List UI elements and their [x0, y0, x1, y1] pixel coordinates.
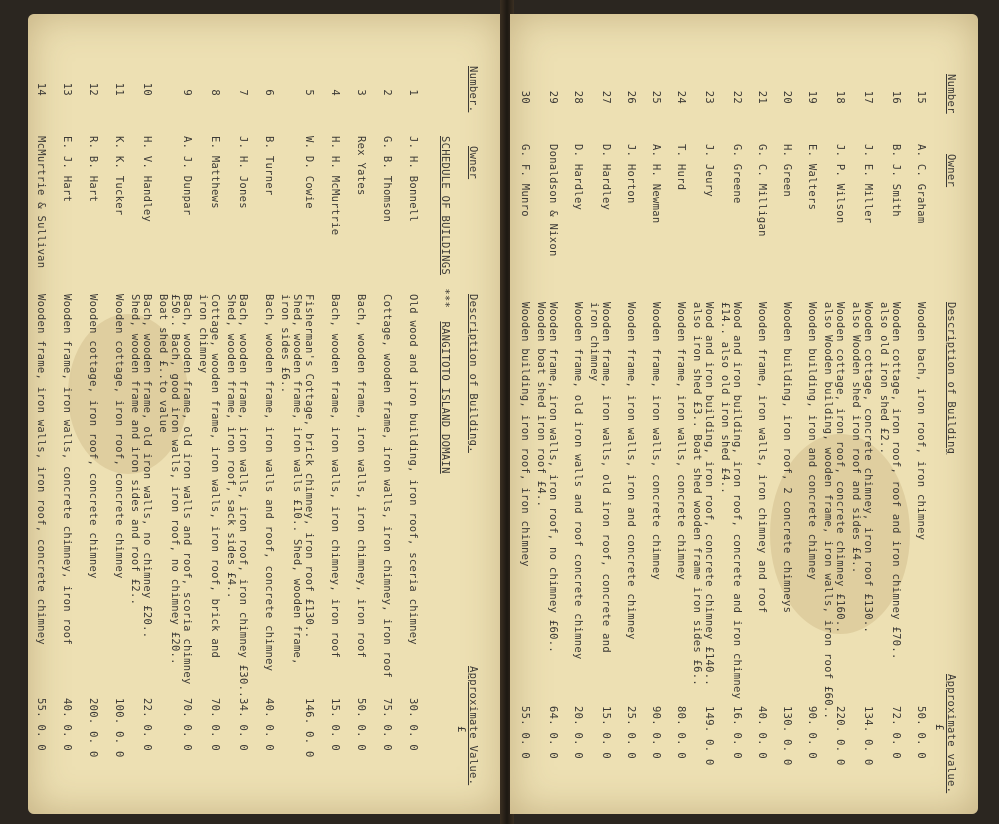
row-description-continued: Shed, wooden frame, iron roof, sack sides £4..	[225, 294, 237, 599]
row-description-continued: Shed, wooden frame, iron walls £10.. Shed, wooden frame,	[291, 294, 303, 665]
right-schedule-sheet	[519, 74, 958, 794]
schedule-row	[536, 74, 560, 794]
row-value: 90. 0. 0	[806, 706, 818, 759]
row-description: Wooden cottage, iron roof, concrete chimney	[87, 294, 99, 579]
row-owner: J. H. Bonnell	[407, 136, 419, 223]
schedule-title-location: RANGITOTO ISLAND DOMAIN	[439, 321, 451, 474]
row-value: 220. 0. 0	[834, 706, 846, 766]
row-number: 13	[61, 82, 73, 96]
row-value: 15. 0. 0	[600, 706, 612, 759]
row-value: 40. 0. 0	[61, 698, 73, 751]
row-value: 90. 0. 0	[650, 706, 662, 759]
row-number: 17	[862, 90, 874, 104]
row-owner: G. F. Munro	[519, 144, 531, 217]
row-value: 25. 0. 0	[625, 706, 637, 759]
row-number: 1	[407, 89, 419, 96]
row-owner: A. C. Graham	[915, 144, 927, 224]
header-pound: £	[933, 724, 945, 731]
schedule-title	[438, 136, 452, 474]
row-description: Wooden cottage, iron roof, concrete chimney	[113, 294, 125, 579]
left-page	[28, 14, 504, 814]
row-description-continued: also Wooden building, wooden frame, iron walls, iron roof £60..	[822, 302, 834, 720]
row-description-continued: also iron shed £3.. Boat shed wooden frame iron sides £6..	[691, 302, 703, 687]
schedule-row	[264, 66, 276, 796]
row-description-continued: £14.. also old iron shed £4..	[719, 302, 731, 495]
schedule-row	[130, 66, 154, 796]
row-number: 3	[355, 89, 367, 96]
row-owner: B. Turner	[263, 136, 275, 196]
row-description: Bach, wooden frame, old iron walls, no chimney £20..	[141, 294, 153, 639]
row-number: 22	[731, 90, 743, 104]
row-description: Wooden frame, iron walls, concrete chimney, iron roof	[61, 294, 73, 645]
row-description: Wooden building, iron roof, iron chimney	[519, 302, 531, 567]
row-number: 19	[806, 90, 818, 104]
row-description: Wood and iron building, iron roof, concrete and iron chimney	[731, 302, 743, 700]
header-number: Number.	[467, 66, 479, 113]
row-value: 40. 0. 0	[756, 706, 768, 759]
row-number: 20	[781, 90, 793, 104]
row-owner: H. Green	[781, 144, 793, 197]
row-description-continued: also Wooden shed iron roof and sides £4..	[850, 302, 862, 574]
row-description: Wooden frame, old iron walls and roof concrete chimney	[572, 302, 584, 660]
row-owner: G. B. Thomson	[381, 136, 393, 223]
row-number: 30	[519, 90, 531, 104]
schedule-row	[356, 66, 368, 796]
row-description: Bach, wooden frame, iron walls, iron chimney, iron roof	[355, 294, 367, 659]
row-value: 50. 0. 0	[915, 706, 927, 759]
row-description: Bach, wooden frame, iron walls, iron chimney, iron roof	[329, 294, 341, 659]
row-owner: D. Hardley	[600, 144, 612, 211]
schedule-row	[782, 74, 794, 794]
row-owner: J. P. Wilson	[834, 144, 846, 224]
row-value: 146. 0. 0	[303, 698, 315, 758]
header-owner: Owner	[945, 154, 957, 188]
row-value: 149. 0. 0	[703, 706, 715, 766]
schedule-row	[330, 66, 342, 796]
row-value: 80. 0. 0	[675, 706, 687, 759]
row-value: 55. 0. 0	[35, 698, 47, 751]
schedule-row	[198, 66, 222, 796]
row-description: Old wood and iron building, iron roof, sceria chimney	[407, 294, 419, 645]
row-value: 34. 0. 0	[237, 698, 249, 751]
row-number: 26	[625, 90, 637, 104]
row-number: 25	[650, 90, 662, 104]
row-description-continued: iron chimney	[197, 294, 209, 374]
schedule-row	[62, 66, 74, 796]
right-page	[510, 14, 978, 814]
row-description: Wooden frame, iron walls, iron roof, concrete chimney	[35, 294, 47, 645]
row-value: 134. 0. 0	[862, 706, 874, 766]
schedule-row	[520, 74, 532, 794]
row-value: 130. 0. 0	[781, 706, 793, 766]
row-number: 2	[381, 89, 393, 96]
left-schedule-sheet	[35, 66, 480, 796]
row-owner: H. H. McMurtrie	[329, 136, 341, 236]
row-value: 200. 0. 0	[87, 698, 99, 758]
row-number: 29	[547, 90, 559, 104]
row-owner: J. Horton	[625, 144, 637, 204]
row-description: Cottage, wooden frame, iron walls, iron chimney, iron roof	[381, 294, 393, 679]
row-owner: B. J. Smith	[890, 144, 902, 217]
row-number: 6	[263, 89, 275, 96]
header-pound: £	[455, 726, 467, 733]
row-owner: Donaldson & Nixon	[547, 144, 559, 257]
row-number: 14	[35, 82, 47, 96]
row-number: 5	[303, 89, 315, 96]
schedule-row	[851, 74, 875, 794]
row-value: 16. 0. 0	[731, 706, 743, 759]
row-number: 12	[87, 82, 99, 96]
schedule-row	[651, 74, 663, 794]
row-description: Wooden bach, iron roof, iron chimney	[915, 302, 927, 541]
row-description-continued: Wooden boat shed iron roof £4..	[535, 302, 547, 508]
header-description: Description of Building	[945, 302, 957, 455]
row-value: 100. 0. 0	[113, 698, 125, 758]
schedule-row	[879, 74, 903, 794]
schedule-row	[408, 66, 420, 796]
row-value: 20. 0. 0	[572, 706, 584, 759]
header-description: Description of Building.	[467, 294, 479, 453]
row-value: 50. 0. 0	[355, 698, 367, 751]
row-description-continued: Shed, wooden frame and iron sides and roof £2..	[129, 294, 141, 606]
row-description: Wood and iron building, iron roof, concrete chimney £140..	[703, 302, 715, 687]
row-description: Wooden frame, iron walls, concrete chimney	[650, 302, 662, 581]
row-description: Wooden cottage, concrete chimney, iron roof £130..	[862, 302, 874, 634]
row-number: 27	[600, 90, 612, 104]
row-number: 16	[890, 90, 902, 104]
header-value: Approximate value.	[945, 674, 957, 794]
row-description-continued: £50.. Bach, good iron walls, iron roof, no chimney £20..	[169, 294, 181, 665]
schedule-row	[823, 74, 847, 794]
row-number: 9	[181, 89, 193, 96]
row-description: Cottage, wooden frame, iron walls, iron roof, brick and	[209, 294, 221, 659]
row-value: 22. 0. 0	[141, 698, 153, 751]
schedule-row	[692, 74, 716, 794]
schedule-title-main: SCHEDULE OF BUILDINGS	[439, 136, 451, 276]
row-description: Bach, wooden frame, old iron walls and roof, scoria chimney	[181, 294, 193, 685]
row-description-continued: Boat shed £..to value	[157, 294, 169, 434]
row-value: 30. 0. 0	[407, 698, 419, 751]
row-description-continued: iron chimney	[588, 302, 600, 382]
row-description-continued: also old iron shed £2..	[878, 302, 890, 455]
row-description: Wooden cottage, iron roof, concrete chimney £160..	[834, 302, 846, 634]
row-number: 28	[572, 90, 584, 104]
schedule-row	[916, 74, 928, 794]
row-value: 55. 0. 0	[519, 706, 531, 759]
row-description: Wooden frame, iron walls, iron and concrete chimney	[625, 302, 637, 640]
schedule-title-separator: ***	[439, 288, 451, 309]
row-value: 72. 0. 0	[890, 706, 902, 759]
schedule-row	[114, 66, 126, 796]
header-value: Approximate Value.	[467, 666, 479, 786]
row-owner: A. J. Dunpar	[181, 136, 193, 216]
row-value: 15. 0. 0	[329, 698, 341, 751]
row-value: 40. 0. 0	[263, 698, 275, 751]
row-owner: R. B. Hart	[87, 136, 99, 203]
row-owner: W. D. Cowie	[303, 136, 315, 209]
row-description-continued: iron sides £6..	[279, 294, 291, 394]
row-number: 15	[915, 90, 927, 104]
row-description: Wooden cottage, iron roof, roof and iron chimney £70..	[890, 302, 902, 660]
row-value: 75. 0. 0	[381, 698, 393, 751]
header-owner: Owner	[467, 146, 479, 180]
schedule-row	[757, 74, 769, 794]
row-number: 23	[703, 90, 715, 104]
row-number: 24	[675, 90, 687, 104]
row-number: 18	[834, 90, 846, 104]
row-description: Bach, wooden frame, iron walls and roof, concrete chimney	[263, 294, 275, 672]
row-owner: H. V. Handley	[141, 136, 153, 223]
row-owner: J. E. Miller	[862, 144, 874, 224]
schedule-row	[626, 74, 638, 794]
row-value: 70. 0. 0	[209, 698, 221, 751]
header-number: Number	[945, 74, 957, 114]
row-number: 21	[756, 90, 768, 104]
schedule-row	[88, 66, 100, 796]
row-description: Wooden frame, iron walls, iron roof, no chimney £60..	[547, 302, 559, 653]
schedule-row	[280, 66, 316, 796]
row-description: Wooden frame, iron walls, old iron roof, concrete and	[600, 302, 612, 653]
schedule-row	[226, 66, 250, 796]
row-value: 70. 0. 0	[181, 698, 193, 751]
row-description: Wooden frame, iron walls, concrete chimney	[675, 302, 687, 581]
row-description: Bach, wooden frame, iron walls, iron roof, iron chimney £30..	[237, 294, 249, 698]
row-description: Wooden building, iron roof, 2 concrete chimneys	[781, 302, 793, 614]
row-number: 8	[209, 89, 221, 96]
row-owner: D. Hardley	[572, 144, 584, 211]
schedule-row	[382, 66, 394, 796]
schedule-row	[573, 74, 585, 794]
schedule-row	[676, 74, 688, 794]
row-owner: K. K. Tucker	[113, 136, 125, 216]
row-number: 7	[237, 89, 249, 96]
row-description: Fisherman's Cottage, brick chimney, iron roof £130..	[303, 294, 315, 639]
row-description: Wooden frame, iron walls, iron chimney and roof	[756, 302, 768, 614]
row-owner: J. H. Jones	[237, 136, 249, 209]
row-owner: T. Hurd	[675, 144, 687, 191]
schedule-row	[589, 74, 613, 794]
schedule-row	[158, 66, 194, 796]
row-owner: E. J. Hart	[61, 136, 73, 203]
row-owner: E. Matthews	[209, 136, 221, 209]
schedule-row	[807, 74, 819, 794]
row-number: 10	[141, 82, 153, 96]
schedule-row	[720, 74, 744, 794]
row-value: 64. 0. 0	[547, 706, 559, 759]
row-owner: G. C. Milligan	[756, 144, 768, 237]
row-number: 11	[113, 82, 125, 96]
row-owner: J. Jeury	[703, 144, 715, 197]
schedule-row	[36, 66, 48, 796]
row-owner: A. H. Newman	[650, 144, 662, 224]
row-owner: E. Walters	[806, 144, 818, 211]
row-owner: Rex Yates	[355, 136, 367, 196]
row-description: Wooden building, iron and concrete chimney	[806, 302, 818, 581]
row-owner: G. Greene	[731, 144, 743, 204]
row-number: 4	[329, 89, 341, 96]
row-owner: McMurtrie & Sullivan	[35, 136, 47, 269]
